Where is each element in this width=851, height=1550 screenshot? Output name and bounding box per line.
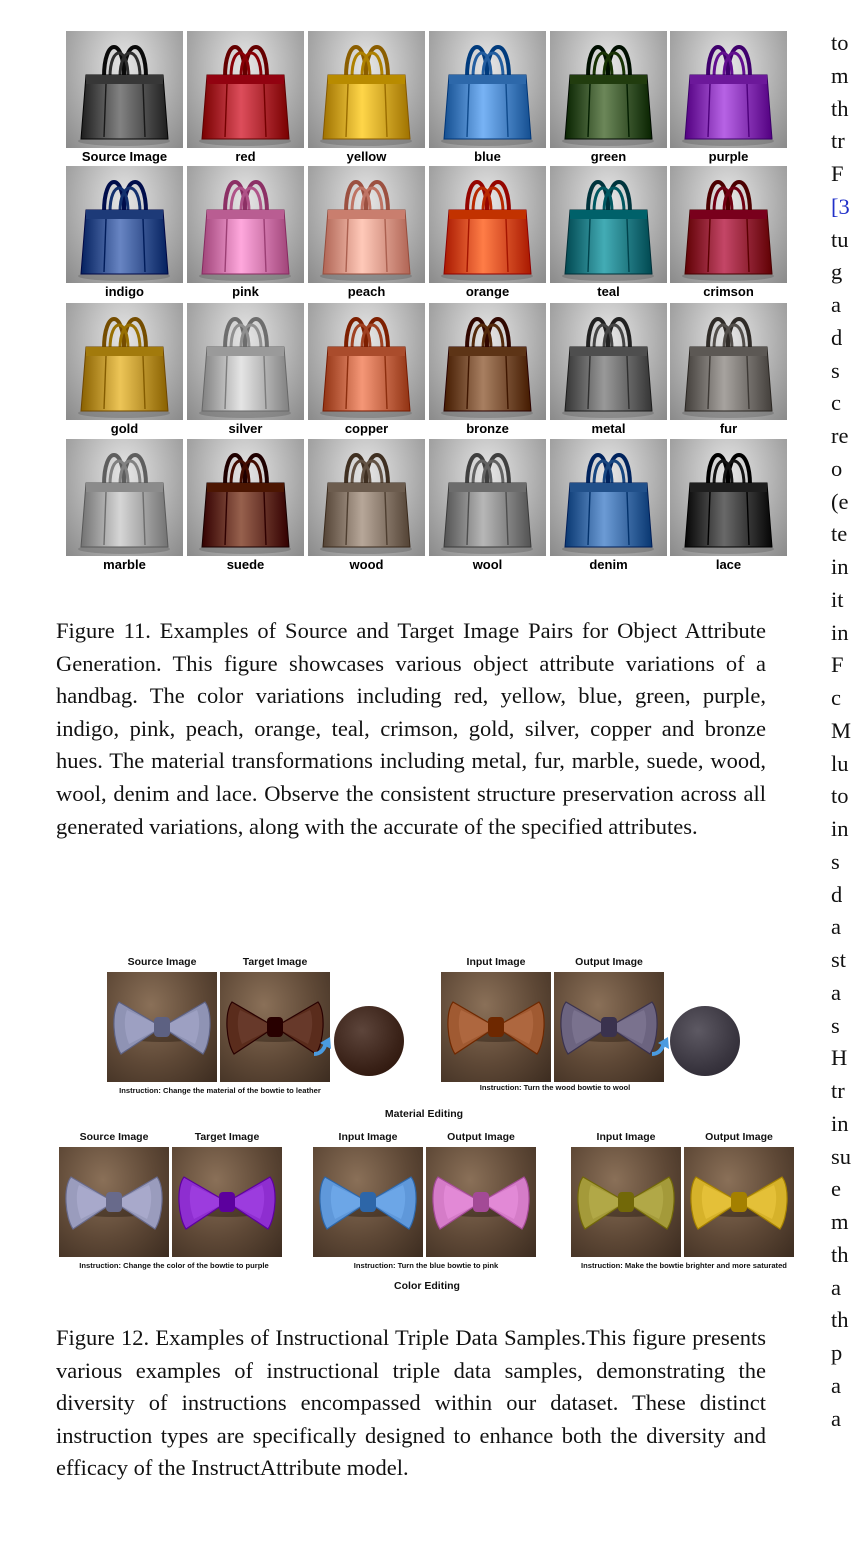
- bag-cell: [670, 439, 787, 574]
- instruction-text: Instruction: Turn the wood bowtie to wool: [479, 1083, 631, 1092]
- bag-label: orange: [465, 284, 510, 299]
- figure-11-caption: Figure 11. Examples of Source and Target Image Pairs for Object Attribute Generation. This figure showcases various object attribute variations of a handbag. The color variations including red, yellow, blue, green, purple, indigo, pink, peach, orange, teal, crimson, gold, silver, copper and bronze hues. The material transformations including metal, fur, marble, suede, wood, wool, denim and lace. Observe the consistent structure preservation across all generated variations, along with the accurate of the specified attributes.: [56, 618, 766, 839]
- right-column-line: tr: [831, 128, 845, 154]
- bag-cell: [550, 166, 667, 301]
- handbag-image: [66, 303, 183, 420]
- handbag-image: [66, 166, 183, 283]
- right-column-line: c: [831, 685, 841, 710]
- right-column-line: d: [831, 881, 843, 907]
- bag-cell: [308, 303, 425, 438]
- right-column-line: d: [831, 324, 843, 350]
- instruction-text: Instruction: Change the material of the bowtie to leather: [119, 1086, 321, 1095]
- right-column-line: su: [831, 1143, 851, 1169]
- bag-cell: [429, 166, 546, 301]
- material-editing-title: Material Editing: [384, 1108, 464, 1120]
- bag-label: lace: [715, 557, 742, 572]
- handbag-image: [66, 439, 183, 556]
- right-column-line: re: [831, 423, 849, 448]
- right-column-line: te: [831, 521, 848, 547]
- handbag-image: [550, 31, 667, 148]
- after-image-header: Output Image: [575, 956, 643, 968]
- handbag-image: [308, 303, 425, 420]
- right-column-line: [3: [831, 193, 850, 219]
- bag-cell: [670, 303, 787, 438]
- right-column-line: th: [831, 95, 849, 121]
- right-column-line: e: [831, 1176, 841, 1202]
- handbag-image: [550, 166, 667, 283]
- handbag-image: [670, 439, 787, 556]
- before-image-header: Source Image: [127, 956, 197, 968]
- bag-label: peach: [347, 284, 386, 299]
- bag-cell: [550, 31, 667, 166]
- right-column-line: it: [831, 586, 844, 612]
- bag-cell: [187, 31, 304, 166]
- right-column-line: in: [831, 1110, 849, 1136]
- handbag-image: [670, 31, 787, 148]
- bag-label: denim: [589, 557, 628, 572]
- bag-cell: [66, 439, 183, 574]
- right-column-line: F: [831, 652, 844, 678]
- color-editing-title: Color Editing: [394, 1280, 460, 1292]
- bag-cell: [308, 439, 425, 574]
- handbag-image: [550, 439, 667, 556]
- bag-cell: [66, 303, 183, 438]
- handbag-image: [670, 166, 787, 283]
- right-column-line: (e: [831, 488, 849, 514]
- material-swatch: [334, 1006, 404, 1076]
- right-column-line: m: [831, 1209, 849, 1234]
- handbag-image: [429, 439, 546, 556]
- bag-label: pink: [232, 284, 259, 299]
- material-swatch: [670, 1006, 740, 1076]
- curved-arrow-icon: [650, 1034, 676, 1058]
- bowtie-after-image: [426, 1147, 536, 1257]
- right-column-line: c: [831, 390, 841, 416]
- bag-cell: [670, 31, 787, 166]
- bag-cell: [429, 303, 546, 438]
- figure-12-caption: Figure 12. Examples of Instructional Triple Data Samples.This figure presents various examples of instructional triple data samples, demonstrating the diversity of instructions encompassed within our dataset. These distinct instruction types are specifically designed to enhance both the diversity and efficacy of the InstructAttribute model.: [56, 1325, 766, 1481]
- bowtie-before-image: [107, 972, 217, 1082]
- after-image-header: Target Image: [242, 956, 308, 968]
- handbag-image: [187, 31, 304, 148]
- after-image-header: Output Image: [705, 1131, 773, 1143]
- bag-cell: [429, 439, 546, 574]
- bowtie-before-image: [313, 1147, 423, 1257]
- right-column-line: o: [831, 455, 843, 481]
- before-image-header: Input Image: [596, 1131, 656, 1143]
- instruction-text: Instruction: Change the color of the bowtie to purple: [79, 1261, 269, 1270]
- bag-cell: [308, 31, 425, 166]
- handbag-image: [308, 439, 425, 556]
- handbag-image: [429, 303, 546, 420]
- handbag-image: [187, 166, 304, 283]
- handbag-image: [429, 31, 546, 148]
- bag-label: fur: [719, 421, 738, 436]
- curved-arrow-icon: [312, 1034, 338, 1058]
- bag-label: Source Image: [81, 149, 168, 164]
- right-column-line: M: [831, 717, 851, 743]
- right-column-line: s: [831, 357, 840, 383]
- instruction-text: Instruction: Make the bowtie brighter and more saturated: [581, 1261, 787, 1270]
- bag-label: wood: [349, 557, 384, 572]
- handbag-attribute-grid: [66, 31, 788, 575]
- right-column-line: s: [831, 848, 840, 874]
- bowtie-after-image: [220, 972, 330, 1082]
- bag-label: indigo: [105, 284, 144, 299]
- right-column-line: s: [831, 1012, 840, 1038]
- bag-label: red: [235, 149, 256, 164]
- bag-cell: [670, 166, 787, 301]
- bag-label: suede: [226, 557, 265, 572]
- right-column-line: a: [831, 292, 841, 317]
- after-image-header: Output Image: [447, 1131, 515, 1143]
- right-column-line: lu: [831, 750, 849, 776]
- right-column-line: tr: [831, 1078, 845, 1103]
- bowtie-before-image: [59, 1147, 169, 1257]
- handbag-image: [66, 31, 183, 148]
- right-column-line: a: [831, 914, 841, 940]
- right-column-line: th: [831, 1241, 849, 1267]
- bag-cell: [429, 31, 546, 166]
- right-column-line: m: [831, 62, 849, 88]
- right-column-line: F: [831, 161, 844, 186]
- right-column-line: to: [831, 30, 849, 55]
- handbag-image: [550, 303, 667, 420]
- bag-cell: [550, 303, 667, 438]
- handbag-image: [429, 166, 546, 283]
- right-column-line: to: [831, 783, 849, 809]
- bag-cell: [66, 166, 183, 301]
- handbag-image: [670, 303, 787, 420]
- bowtie-after-image: [684, 1147, 794, 1257]
- bowtie-after-image: [554, 972, 664, 1082]
- before-image-header: Input Image: [466, 956, 526, 968]
- handbag-image: [308, 166, 425, 283]
- bowtie-before-image: [571, 1147, 681, 1257]
- bag-cell: [66, 31, 183, 166]
- right-column-line: th: [831, 1307, 849, 1333]
- right-column-line: a: [831, 1405, 841, 1431]
- right-column-line: in: [831, 619, 849, 645]
- right-column-line: g: [831, 259, 843, 285]
- bag-cell: [187, 439, 304, 574]
- right-column-line: in: [831, 554, 849, 579]
- right-column-line: a: [831, 979, 841, 1005]
- right-column-line: a: [831, 1274, 841, 1300]
- right-column-text: [831, 27, 851, 1435]
- bag-label: copper: [344, 421, 389, 436]
- right-column-line: a: [831, 1372, 841, 1398]
- handbag-image: [187, 439, 304, 556]
- right-column-line: p: [831, 1340, 843, 1365]
- right-column-line: H: [831, 1045, 848, 1071]
- bag-label: blue: [474, 149, 501, 164]
- right-column-line: st: [831, 947, 847, 972]
- bag-label: silver: [228, 421, 263, 436]
- right-column-line: in: [831, 816, 849, 841]
- bag-label: gold: [110, 421, 139, 436]
- bag-label: teal: [597, 284, 620, 299]
- handbag-image: [187, 303, 304, 420]
- bowtie-after-image: [172, 1147, 282, 1257]
- bag-label: purple: [708, 149, 749, 164]
- bag-cell: [550, 439, 667, 574]
- before-image-header: Source Image: [79, 1131, 149, 1143]
- bag-label: green: [590, 149, 627, 164]
- before-image-header: Input Image: [338, 1131, 398, 1143]
- bag-cell: [187, 303, 304, 438]
- instruction-text: Instruction: Turn the blue bowtie to pink: [353, 1261, 499, 1270]
- right-column-line: tu: [831, 226, 849, 252]
- bag-label: bronze: [466, 421, 509, 436]
- bag-label: metal: [591, 421, 626, 436]
- bag-label: marble: [103, 557, 146, 572]
- bag-label: wool: [472, 557, 503, 572]
- bag-cell: [187, 166, 304, 301]
- bag-label: yellow: [346, 149, 387, 164]
- bag-label: crimson: [703, 284, 754, 299]
- after-image-header: Target Image: [194, 1131, 260, 1143]
- bowtie-before-image: [441, 972, 551, 1082]
- handbag-image: [308, 31, 425, 148]
- bag-cell: [308, 166, 425, 301]
